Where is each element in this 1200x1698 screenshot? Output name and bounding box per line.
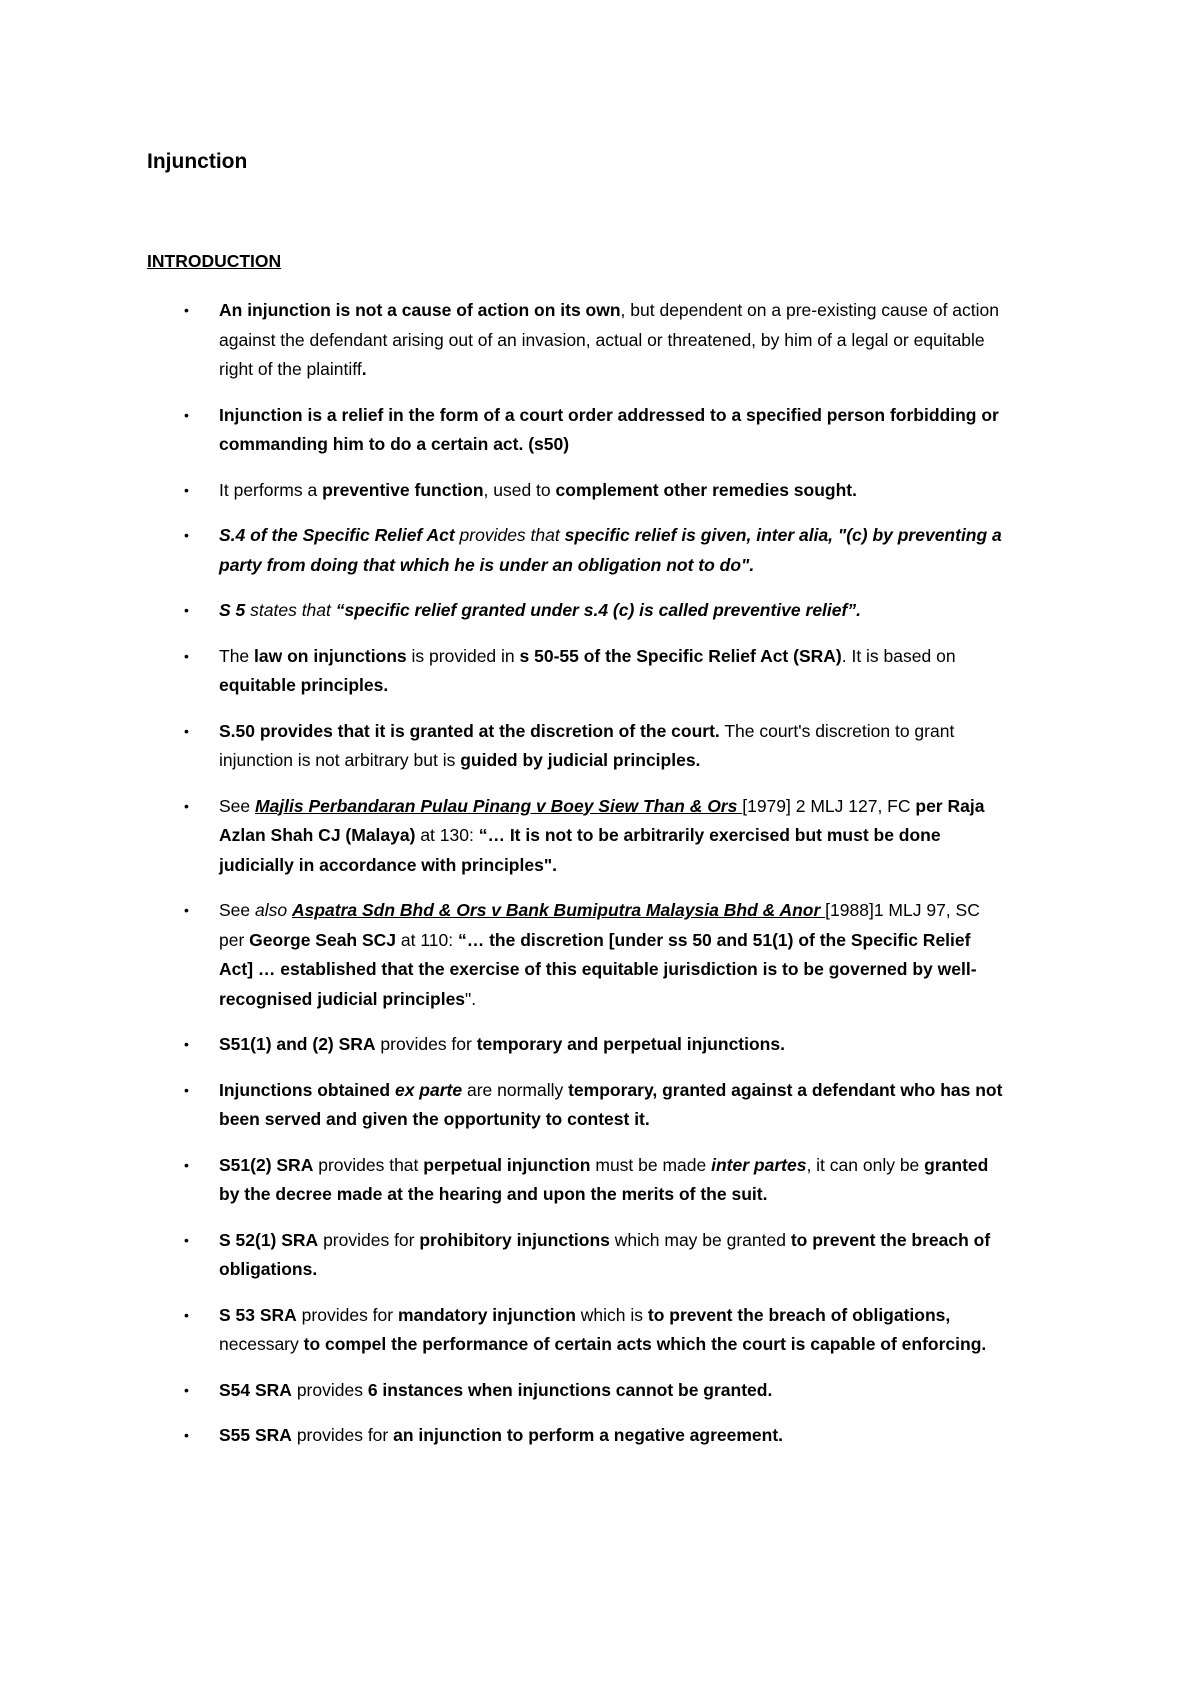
text-run: to prevent the breach of obligations. (219, 1229, 991, 1279)
text-run: 6 instances when injunctions cannot be granted. (367, 1379, 773, 1400)
text-run: must be made (590, 1154, 712, 1175)
bullet-dot-icon: • (184, 1036, 189, 1052)
text-run: S 52(1) SRA (219, 1229, 319, 1250)
text-run: which is (575, 1304, 648, 1325)
text-run: s 50-55 of the Specific Relief Act (SRA) (519, 645, 842, 666)
list-item (147, 596, 1007, 626)
list-item (147, 521, 1007, 580)
list-item (147, 1030, 1007, 1060)
section-heading: INTRODUCTION (147, 251, 282, 271)
text-run: guided by judicial principles. (460, 750, 701, 770)
text-run: which may be granted (609, 1229, 791, 1250)
text-run: , used to (483, 479, 556, 500)
text-run: Majlis Perbandaran Pulau Pinang v Boey Siew Than & Ors (255, 795, 743, 816)
text-run: an injunction to perform a negative agreement. (393, 1425, 784, 1445)
text-run: perpetual injunction (423, 1154, 591, 1175)
bullet-dot-icon: • (184, 406, 189, 423)
text-run: , but dependent on a pre-existing cause of action against the defendant arising out of an invasion, actual or threatened, by him of a legal or equitable right of the plaintiff (219, 300, 1000, 379)
text-run: inter partes (711, 1154, 807, 1175)
list-item (147, 1226, 1007, 1285)
bullet-dot-icon: • (184, 902, 189, 918)
bullet-dot-icon: • (184, 1427, 189, 1443)
text-run: provides for (318, 1229, 420, 1250)
text-run: complement other remedies sought. (555, 479, 857, 500)
text-run: temporary, granted against a defendant who has not been served and given the opportunity to contest it. (219, 1079, 1003, 1129)
bullet-dot-icon: • (184, 1381, 189, 1398)
text-run: . It is based on (841, 645, 956, 666)
text-run: Injunctions obtained (219, 1079, 395, 1100)
text-run: provides for (296, 1304, 398, 1325)
text-run: , it can only be (806, 1154, 925, 1175)
bullet-dot-icon: • (184, 797, 189, 814)
text-run: Aspatra Sdn Bhd & Ors v Bank Bumiputra Malaysia Bhd & Anor (291, 900, 826, 920)
text-run: prohibitory injunctions (419, 1229, 610, 1250)
text-run: specific relief is given, inter alia, "(c) by preventing a party from doing that which he is under an obligation not to do". (219, 525, 1002, 575)
text-run: S 5 (219, 600, 246, 620)
text-run: provides that (313, 1154, 424, 1175)
list-item (147, 717, 1007, 776)
text-run: The court's discretion to grant injunction is not arbitrary but is (219, 720, 955, 770)
text-run: [1988]1 MLJ 97, SC per (219, 900, 980, 950)
bullet-dot-icon: • (184, 1306, 189, 1323)
text-run: George Seah SCJ (249, 929, 397, 950)
bullet-dot-icon: • (184, 647, 189, 664)
list-item (147, 1076, 1007, 1135)
text-run: ". (465, 988, 477, 1009)
text-run: See (219, 900, 255, 920)
text-run: preventive function (322, 479, 484, 500)
list-item (147, 296, 1007, 385)
text-run: provides that (454, 525, 565, 545)
text-run: . (361, 359, 367, 379)
text-run: ex parte (394, 1079, 463, 1100)
list-item (147, 1376, 1007, 1406)
text-run: at 110: (396, 929, 458, 950)
list-item (147, 1301, 1007, 1360)
text-run: mandatory injunction (397, 1304, 576, 1325)
list-item (147, 642, 1007, 701)
text-run: S.4 of the Specific Relief Act (219, 525, 455, 545)
text-run: temporary and perpetual injunctions. (476, 1034, 785, 1054)
text-run: provides for (375, 1034, 477, 1054)
bullet-dot-icon: • (184, 1231, 189, 1248)
text-run: See (219, 795, 255, 816)
bullet-dot-icon: • (184, 602, 189, 618)
text-run: is provided in (406, 645, 520, 666)
list-item (147, 792, 1007, 881)
text-run: S51(2) SRA (219, 1154, 314, 1175)
text-run: to compel the performance of certain acts which the court is capable of enforcing. (303, 1334, 987, 1354)
text-run: “… the discretion [under ss 50 and 51(1) of the Specific Relief Act] … established that the exercise of this equitable jurisdiction is to be governed by well-recognised judicial principles (219, 929, 977, 1009)
list-item (147, 1421, 1007, 1451)
list-item (147, 401, 1007, 460)
bullet-dot-icon: • (184, 302, 189, 318)
text-run: per Raja Azlan Shah CJ (Malaya) (219, 795, 985, 845)
text-run: S 53 SRA (219, 1304, 297, 1325)
text-run: S54 SRA (219, 1379, 292, 1400)
text-run: [1979] 2 MLJ 127, FC (742, 795, 916, 816)
list-item (147, 896, 1007, 1014)
bullet-dot-icon: • (184, 722, 189, 739)
bullet-dot-icon: • (184, 1081, 189, 1098)
text-run: states that (245, 600, 336, 620)
text-run: “specific relief granted under s.4 (c) is called preventive relief”. (335, 600, 861, 620)
text-run: also (255, 900, 292, 920)
text-run: Injunction is a relief in the form of a court order addressed to a specified person forbidding or commanding him to do a certain act. (s50) (219, 404, 999, 454)
bullet-dot-icon: • (184, 481, 189, 498)
text-run: equitable principles. (219, 675, 389, 695)
text-run: to prevent the breach of obligations, (647, 1304, 951, 1325)
text-run: S55 SRA (219, 1425, 292, 1445)
text-run: are normally (462, 1079, 569, 1100)
text-run: S51(1) and (2) SRA (219, 1034, 376, 1054)
bullet-dot-icon: • (184, 527, 189, 543)
text-run: It performs a (219, 479, 323, 500)
text-run: An injunction is not a cause of action on its own (219, 300, 621, 320)
bullet-dot-icon: • (184, 1156, 189, 1173)
text-run: at 130: (415, 825, 479, 845)
document-title: Injunction (147, 150, 248, 173)
list-item (147, 476, 1007, 506)
text-run: provides for (291, 1425, 394, 1445)
text-run: necessary (219, 1334, 304, 1354)
text-run: The (219, 645, 255, 666)
text-run: “… It is not to be arbitrarily exercised but must be done judicially in accordance with principles". (219, 825, 941, 875)
bullet-list (147, 296, 1007, 1467)
text-run: S.50 provides that it is granted at the discretion of the court. (219, 720, 720, 741)
text-run: granted by the decree made at the hearing and upon the merits of the suit. (219, 1154, 989, 1204)
list-item (147, 1151, 1007, 1210)
text-run: law on injunctions (254, 645, 407, 666)
text-run: provides (291, 1379, 368, 1400)
